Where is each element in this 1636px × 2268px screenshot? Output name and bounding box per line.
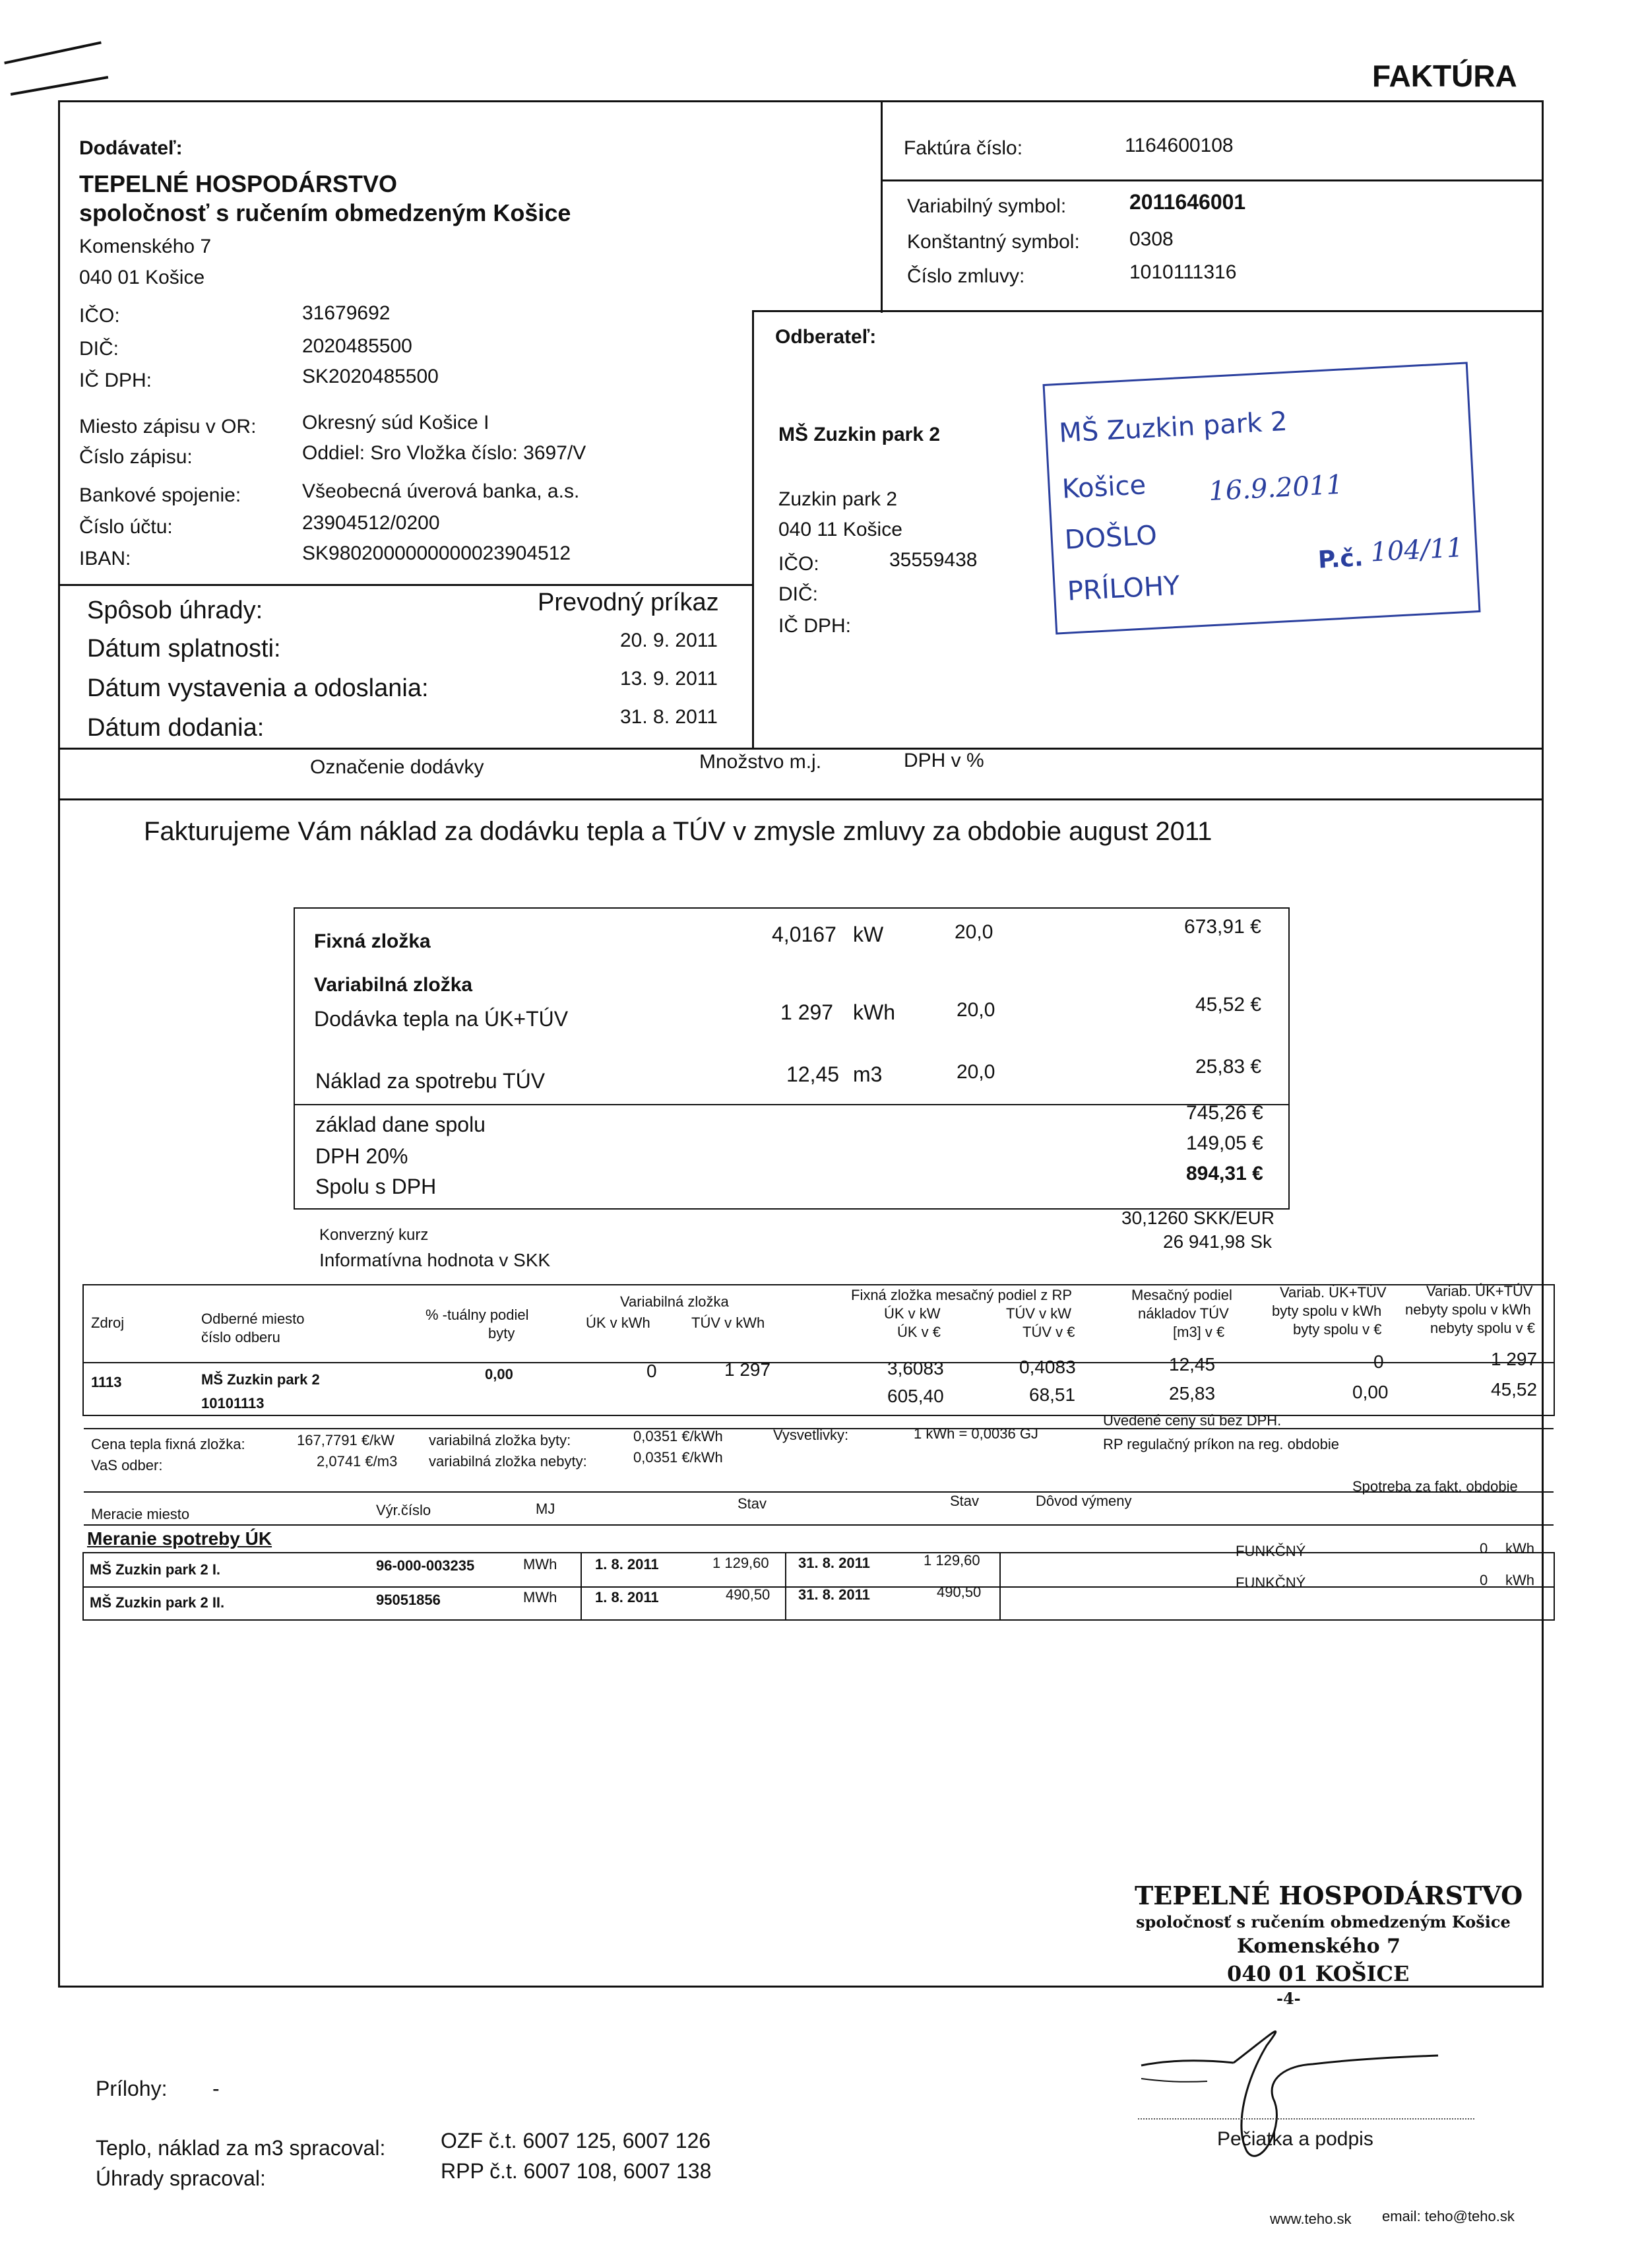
signature-line <box>1138 2118 1474 2120</box>
divider <box>785 1552 786 1621</box>
rate-value: 30,1260 SKK/EUR <box>1121 1208 1274 1228</box>
detail-h-vb-2: byty spolu v kWh <box>1272 1303 1382 1319</box>
regno-label: Číslo zápisu: <box>79 446 193 468</box>
payments-label: Úhrady spracoval: <box>96 2166 266 2190</box>
meters-h-serial: Výr.číslo <box>376 1502 431 1518</box>
price-fix: 167,7791 €/kW <box>297 1432 394 1448</box>
processed-value: OZF č.t. 6007 125, 6007 126 <box>441 2129 711 2153</box>
detail-h-fix-tuv-eur: TÚV v € <box>1022 1324 1075 1340</box>
divider <box>881 100 883 313</box>
supplier-name: TEPELNÉ HOSPODÁRSTVO <box>79 170 398 197</box>
stamp-line-4: PRÍLOHY <box>1066 570 1181 607</box>
detail-vb-kwh: 0 <box>1373 1351 1384 1372</box>
stamp-date: 16.9.2011 <box>1208 469 1344 507</box>
detail-fix-tuv-eur: 68,51 <box>1029 1384 1076 1405</box>
received-stamp <box>1042 362 1480 634</box>
delivery-value: 31. 8. 2011 <box>620 706 718 728</box>
scan-mark <box>4 41 102 64</box>
var-byty: 0,0351 €/kWh <box>633 1428 723 1444</box>
document-title: FAKTÚRA <box>1372 59 1517 93</box>
meter-usage: 0 <box>1480 1540 1488 1557</box>
meters-section: Meranie spotreby ÚK <box>87 1528 272 1549</box>
explain: 1 kWh = 0,0036 GJ <box>914 1425 1038 1442</box>
detail-h-vn-3: nebyty spolu v € <box>1430 1320 1535 1336</box>
detail-h-zdroj: Zdroj <box>91 1314 125 1331</box>
seal-line-3: Komenského 7 <box>1237 1935 1400 1958</box>
meter-mj: MWh <box>523 1556 557 1572</box>
base-value: 745,26 € <box>1186 1102 1263 1124</box>
divider <box>752 310 754 749</box>
item-heat-amount: 45,52 € <box>1195 994 1262 1016</box>
stamp-line-3: DOŠLO <box>1063 520 1158 556</box>
var-nebyty: 0,0351 €/kWh <box>633 1449 723 1466</box>
total-label: Spolu s DPH <box>315 1175 437 1198</box>
meter-date-2: 31. 8. 2011 <box>798 1586 870 1603</box>
account-value: 23904512/0200 <box>302 512 440 534</box>
icdph-value: SK2020485500 <box>302 366 439 387</box>
total-value: 894,31 € <box>1186 1163 1263 1184</box>
detail-fix-tuv-kw: 0,4083 <box>1019 1357 1076 1377</box>
detail-h-vn: Variab. ÚK+TÚV <box>1426 1283 1533 1299</box>
meter-usage: 0 <box>1480 1572 1488 1588</box>
supplier-street: Komenského 7 <box>79 236 212 257</box>
customer-icdph-label: IČ DPH: <box>778 615 852 637</box>
divider <box>84 1362 1554 1363</box>
detail-vb-eur: 0,00 <box>1352 1382 1389 1402</box>
col-vat: DPH v % <box>904 750 984 771</box>
vs-label: Variabilný symbol: <box>907 195 1067 217</box>
processed-label: Teplo, náklad za m3 spracoval: <box>96 2136 386 2160</box>
payments-value: RPP č.t. 6007 108, 6007 138 <box>441 2159 712 2183</box>
regno-value: Oddiel: Sro Vložka číslo: 3697/V <box>302 442 586 464</box>
seal-line-1: TEPELNÉ HOSPODÁRSTVO <box>1135 1881 1523 1910</box>
iban-label: IBAN: <box>79 548 131 569</box>
detail-vn-kwh: 1 297 <box>1491 1349 1538 1369</box>
detail-h-fix-tuv-kw: TÚV v kW <box>1006 1305 1071 1322</box>
vas: 2,0741 €/m3 <box>317 1453 398 1470</box>
customer-heading: Odberateľ: <box>775 326 877 348</box>
stamp-line-2: Košice <box>1061 470 1147 505</box>
footer-email: email: teho@teho.sk <box>1382 2208 1515 2224</box>
contract-value: 1010111316 <box>1129 261 1237 283</box>
base-label: základ dane spolu <box>315 1113 486 1136</box>
meter-state-2: 490,50 <box>937 1584 982 1600</box>
icdph-label: IČ DPH: <box>79 370 152 391</box>
detail-h-fix: Fixná zložka mesačný podiel z RP <box>851 1287 1073 1303</box>
customer-ico-label: IČO: <box>778 553 819 575</box>
item-tuv-label: Náklad za spotrebu TÚV <box>315 1069 546 1093</box>
detail-h-pct-2: byty <box>488 1325 515 1342</box>
item-fixed-amount: 673,91 € <box>1184 916 1261 938</box>
meters-h-place: Meracie miesto <box>91 1506 190 1522</box>
item-fixed-qty: 4,0167 <box>772 923 836 946</box>
item-heat-qty: 1 297 <box>780 1000 834 1024</box>
vat-value: 149,05 € <box>1186 1132 1263 1154</box>
ico-value: 31679692 <box>302 302 391 324</box>
item-tuv-qty: 12,45 <box>786 1062 840 1086</box>
seal-line-2: spoločnosť s ručením obmedzeným Košice <box>1136 1912 1511 1931</box>
meter-serial: 96-000-003235 <box>376 1557 475 1574</box>
seal-line-4: 040 01 KOŠICE <box>1227 1961 1410 1986</box>
detail-h-vn-2: nebyty spolu v kWh <box>1405 1301 1531 1318</box>
item-fixed-vat: 20,0 <box>955 921 993 943</box>
seal-caption: Pečiatka a podpis <box>1217 2128 1373 2150</box>
detail-h-fix-uk-kw: ÚK v kW <box>884 1305 941 1322</box>
divider <box>59 748 1544 750</box>
divider <box>581 1552 582 1621</box>
rate-label: Konverzný kurz <box>319 1226 429 1244</box>
detail-h-fix-uk-eur: ÚK v € <box>897 1324 941 1340</box>
divider <box>84 1491 1554 1493</box>
detail-h-odber: Odberné miesto <box>201 1311 305 1327</box>
divider <box>59 798 1544 800</box>
meter-date-1: 1. 8. 2011 <box>595 1589 659 1605</box>
bank-label: Bankové spojenie: <box>79 484 241 506</box>
meters-h-mj: MJ <box>536 1501 555 1517</box>
customer-dic-label: DIČ: <box>778 583 818 605</box>
payment-method: Prevodný príkaz <box>538 589 719 616</box>
meters-h-state-1: Stav <box>738 1495 767 1512</box>
var-byty-label: variabilná zložka byty: <box>429 1432 571 1448</box>
meter-state-1: 490,50 <box>726 1586 771 1603</box>
meter-mj: MWh <box>523 1589 557 1605</box>
detail-mes-eur: 25,83 <box>1169 1383 1216 1404</box>
supplier-name-2: spoločnosť s ručením obmedzeným Košice <box>79 199 571 226</box>
contract-label: Číslo zmluvy: <box>907 265 1025 287</box>
bank-value: Všeobecná úverová banka, a.s. <box>302 480 580 502</box>
vs-value: 2011646001 <box>1129 190 1246 214</box>
payment-method-label: Spôsob úhrady: <box>87 597 263 624</box>
divider <box>752 310 1544 312</box>
detail-fix-uk-kw: 3,6083 <box>887 1358 944 1378</box>
delivery-label: Dátum dodania: <box>87 714 265 742</box>
meter-unit: kWh <box>1505 1540 1534 1557</box>
customer-ico: 35559438 <box>889 549 978 571</box>
footer-web: www.teho.sk <box>1270 2211 1352 2227</box>
detail-h-var: Variabilná zložka <box>620 1293 729 1310</box>
ks-label: Konštantný symbol: <box>907 231 1080 253</box>
account-label: Číslo účtu: <box>79 516 173 538</box>
issued-value: 13. 9. 2011 <box>620 668 718 690</box>
meter-state-2: 1 129,60 <box>924 1552 980 1569</box>
attachments-label: Prílohy: <box>96 2077 168 2100</box>
item-variable-heading: Variabilná zložka <box>314 974 473 996</box>
meter-status: FUNKČNÝ <box>1236 1543 1306 1559</box>
attachments-value: - <box>212 2077 220 2100</box>
meter-unit: kWh <box>1505 1572 1534 1588</box>
detail-var-tuv: 1 297 <box>724 1359 771 1380</box>
vat-label: DPH 20% <box>315 1144 408 1168</box>
register-label: Miesto zápisu v OR: <box>79 416 257 437</box>
vas-label: VaS odber: <box>91 1457 163 1474</box>
issued-label: Dátum vystavenia a odoslania: <box>87 674 429 702</box>
item-fixed-unit: kW <box>853 923 884 946</box>
explain-label: Vysvetlivky: <box>773 1427 849 1443</box>
price-fix-label: Cena tepla fixná zložka: <box>91 1436 245 1452</box>
detail-h-var-tuv: TÚV v kWh <box>691 1314 765 1331</box>
var-nebyty-label: variabilná zložka nebyty: <box>429 1453 587 1470</box>
item-tuv-amount: 25,83 € <box>1195 1056 1262 1078</box>
invoice-number: 1164600108 <box>1125 135 1234 156</box>
item-tuv-unit: m3 <box>853 1062 883 1086</box>
detail-vn-eur: 45,52 <box>1491 1379 1538 1400</box>
detail-h-vb: Variab. ÚK+TÚV <box>1280 1284 1387 1301</box>
meter-serial: 95051856 <box>376 1592 441 1608</box>
detail-fix-uk-eur: 605,40 <box>887 1386 944 1406</box>
stamp-pc-label: P.č. <box>1317 544 1364 574</box>
item-tuv-vat: 20,0 <box>957 1061 995 1083</box>
customer-city: 040 11 Košice <box>778 519 902 540</box>
item-heat-label: Dodávka tepla na ÚK+TÚV <box>314 1007 569 1031</box>
meter-place: MŠ Zuzkin park 2 I. <box>90 1561 221 1578</box>
info-label: Informatívna hodnota v SKK <box>319 1250 551 1270</box>
info-value: 26 941,98 Sk <box>1163 1231 1273 1252</box>
ks-value: 0308 <box>1129 228 1174 250</box>
due-label: Dátum splatnosti: <box>87 635 281 663</box>
detail-h-pct: % -tuálny podiel <box>425 1307 529 1323</box>
meters-h-reason: Dôvod výmeny <box>1036 1493 1132 1509</box>
meter-place: MŠ Zuzkin park 2 II. <box>90 1594 225 1611</box>
items-divider <box>295 1104 1288 1105</box>
stamp-pc: 104/11 <box>1369 533 1464 568</box>
detail-pct: 0,00 <box>485 1366 513 1382</box>
invoice-number-label: Faktúra číslo: <box>904 137 1023 159</box>
invoice-description: Fakturujeme Vám náklad za dodávku tepla a TÚV v zmysle zmluvy za obdobie august 2011 <box>144 817 1212 846</box>
signature <box>1135 2019 1478 2178</box>
divider <box>999 1552 1001 1621</box>
detail-mes-m3: 12,45 <box>1169 1354 1216 1375</box>
detail-zdroj: 1113 <box>91 1374 122 1390</box>
item-heat-unit: kWh <box>853 1000 895 1024</box>
items-box <box>294 907 1290 1210</box>
detail-h-mes: Mesačný podiel <box>1131 1287 1232 1303</box>
dic-label: DIČ: <box>79 338 119 360</box>
item-heat-vat: 20,0 <box>957 999 995 1021</box>
iban-value: SK9802000000000023904512 <box>302 542 571 564</box>
detail-odber-no: 10101113 <box>201 1395 265 1411</box>
meter-date-1: 1. 8. 2011 <box>595 1556 659 1572</box>
customer-name: MŠ Zuzkin park 2 <box>778 424 941 445</box>
detail-h-mes-2: nákladov TÚV <box>1138 1305 1229 1322</box>
divider <box>881 179 1544 181</box>
meters-h-usage: Spotreba za fakt. obdobie <box>1352 1478 1518 1495</box>
detail-h-vb-3: byty spolu v € <box>1293 1321 1382 1338</box>
item-fixed-label: Fixná zložka <box>314 930 431 952</box>
supplier-heading: Dodávateľ: <box>79 137 183 159</box>
meter-state-1: 1 129,60 <box>712 1555 769 1571</box>
customer-street: Zuzkin park 2 <box>778 488 898 510</box>
note-2: RP regulačný príkon na reg. obdobie <box>1103 1436 1339 1452</box>
detail-odber: MŠ Zuzkin park 2 <box>201 1371 320 1388</box>
ico-label: IČO: <box>79 305 120 327</box>
register-value: Okresný súd Košice I <box>302 412 489 434</box>
divider <box>59 584 753 586</box>
meter-date-2: 31. 8. 2011 <box>798 1555 870 1571</box>
col-quantity: Množstvo m.j. <box>699 751 822 773</box>
seal-line-5: -4- <box>1276 1989 1301 2008</box>
detail-h-var-uk: ÚK v kWh <box>586 1314 650 1331</box>
meters-h-state-2: Stav <box>950 1493 980 1509</box>
detail-h-mes-3: [m3] v € <box>1173 1324 1225 1340</box>
col-designation: Označenie dodávky <box>310 756 484 778</box>
dic-value: 2020485500 <box>302 335 412 357</box>
due-value: 20. 9. 2011 <box>620 630 718 651</box>
stamp-line-1: MŠ Zuzkin park 2 <box>1058 406 1288 449</box>
supplier-city: 040 01 Košice <box>79 267 205 288</box>
divider <box>84 1524 1554 1526</box>
detail-h-odber-2: číslo odberu <box>201 1329 280 1345</box>
detail-var-uk: 0 <box>646 1361 657 1381</box>
scan-mark <box>11 76 108 96</box>
note-1: Uvedené ceny sú bez DPH. <box>1103 1412 1282 1429</box>
meter-status: FUNKČNÝ <box>1236 1574 1306 1591</box>
